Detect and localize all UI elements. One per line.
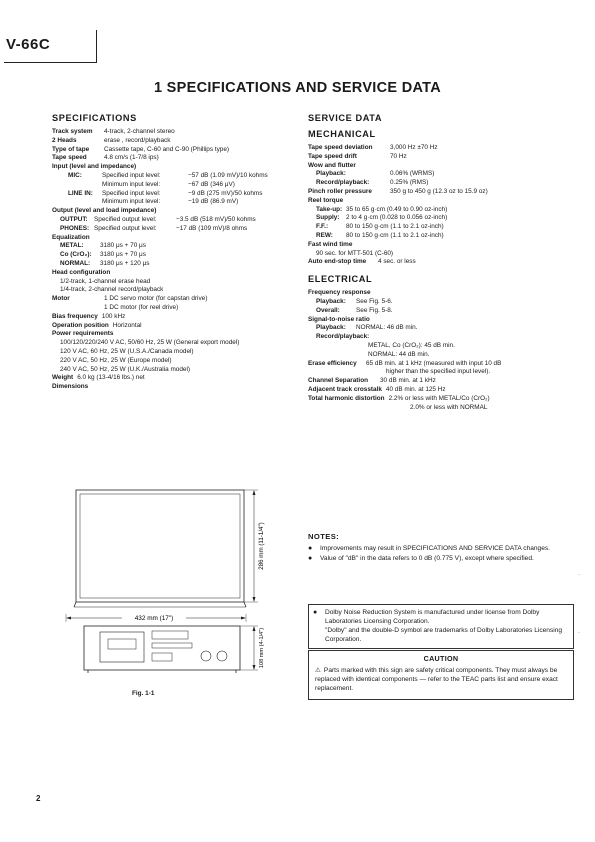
bullet-icon: ● [308,555,313,562]
eq-metal [52,242,294,251]
svc-value: 350 g to 450 g (12.3 oz to 15.9 oz) [390,187,488,195]
spec-sublabel: Specified output level: [94,224,157,232]
spec-motor-2: 1 DC motor (for reel drive) [104,303,179,311]
svc-value: See Fig. 5-6. [356,297,393,305]
warning-triangle-icon: ⚠ [315,667,321,674]
spec-label: Tape speed [52,154,87,162]
line-in-specified [52,190,294,199]
power-line: 120 V AC, 60 Hz, 25 W (U.S.A./Canada model) [60,347,194,355]
spec-value: −17 dB (109 mV)/8 ohms [176,224,248,232]
svc-channel-sep [308,377,578,386]
snr-record-line: NORMAL: 44 dB min. [368,350,430,358]
head-config-line: 1/4-track, 2-channel record/playback [60,286,164,294]
top-view-inner [80,494,240,598]
caution-box [308,650,574,700]
level-meter [152,631,188,639]
width-label: 432 mm (17") [134,615,174,622]
svc-label: Tape speed deviation [308,144,373,151]
svc-pinch-roller [308,188,578,197]
freq-heading: Frequency response [308,289,371,297]
output-heading: Output (level and load impedance) [52,207,157,215]
note-item [308,544,580,553]
svc-label: Erase efficiency [308,359,357,367]
fast-wind-value: 90 sec. for MTT-501 (C-60) [316,249,394,257]
spec-track-system [52,128,294,137]
mic-minimum [52,181,294,190]
output-row [52,216,294,225]
dolby-notice [308,604,574,649]
balance-knob [217,651,227,661]
caution-text: Parts marked with this sign are safety critical components. They must always be replaced with identical components — refer to the TEAC parts list and ensure exact replacement. [315,667,558,693]
spec-operation [52,322,294,331]
dolby-trademark: "Dolby" and the double-D symbol are trademarks of Dolby Laboratories Licensing Corporation. [325,627,563,643]
arrow-head [66,617,71,620]
arrow-head [241,617,246,620]
svc-label: Pinch roller pressure [308,187,372,195]
svc-value: 3,000 Hz ±70 Hz [390,144,438,151]
snr-record-line: METAL, Co (CrO₂): 45 dB min. [368,341,455,349]
depth-label: 286 mm (11-1/4") [258,522,265,570]
svc-wow-playback [308,170,578,179]
mechanical-heading: MECHANICAL [308,129,376,139]
svc-thd-2: 2.0% or less with NORMAL [410,403,488,411]
svc-label: Playback: [316,297,346,305]
top-view-foot [244,602,246,607]
notes-title: NOTES: [308,532,340,541]
note-item [308,554,580,563]
line-in-minimum [52,198,294,207]
svc-supply [308,214,578,223]
svc-label: Supply: [316,214,340,222]
spec-value: 4.8 cm/s (1-7/8 ips) [104,154,159,162]
svc-take-up [308,206,578,215]
svc-label: Total harmonic distortion [308,394,385,402]
spec-heads [52,137,294,146]
note-text: Value of "dB" in the data refers to 0 dB (0.775 V), except where specified. [320,555,534,562]
head-config-heading: Head configuration [52,268,111,276]
power-line: 100/120/220/240 V AC, 50/60 Hz, 25 W (General export model) [60,339,240,347]
phones-row [52,225,294,234]
note-text: Improvements may result in SPECIFICATIONS AND SERVICE DATA changes. [320,545,550,552]
bullet-icon: ● [308,545,313,552]
spec-value: 4-track, 2-channel stereo [104,128,175,135]
spec-sublabel: Minimum input level: [102,180,161,188]
svc-crosstalk [308,386,578,395]
spec-label: Weight [52,374,74,382]
head-config-line: 1/2-track, 1-channel erase head [60,277,151,285]
svc-value: NORMAL: 46 dB min. [356,324,418,332]
spec-sublabel: Specified input level: [102,189,161,197]
svc-snr-playback [308,324,578,333]
caution-body [315,666,567,694]
page-number: 2 [36,794,41,803]
spec-tape-type [52,146,294,155]
wow-heading: Wow and flutter [308,161,356,169]
svc-rew [308,232,578,241]
specifications-section [52,112,294,392]
level-knob [201,651,211,661]
eq-value: 3180 μs + 70 μs [100,242,146,250]
svc-label: Channel Separation [308,377,369,385]
spec-value: −19 dB (86.9 mV) [188,198,239,206]
spec-value: Cassette tape, C-60 and C-90 (Phillips type) [104,145,230,153]
dimensions-figure [62,488,292,678]
svc-ff [308,223,578,232]
spec-value: Horizontal [112,321,142,329]
eq-label: Co (CrO₂): [60,251,92,259]
output-label: OUTPUT: [60,215,88,223]
spec-label: Motor [52,295,70,303]
eq-label: NORMAL: [60,259,91,267]
dimensions-drawing [62,488,292,678]
svc-value: 0.06% (WRMS) [390,170,435,178]
spec-value: 1 DC servo motor (for capstan drive) [104,295,208,303]
snr-record-heading: Record/playback: [316,333,370,341]
svc-value: 40 dB min. at 125 Hz [385,385,446,393]
spec-value: −67 dB (346 μV) [188,180,235,188]
specifications-heading: SPECIFICATIONS [52,113,137,123]
caution-title: CAUTION [423,654,459,663]
svc-value: 80 to 150 g·cm (1.1 to 2.1 oz-inch) [346,223,444,231]
spec-value: −3.5 dB (518 mV)/50 kohms [176,215,256,223]
spec-sublabel: Minimum input level: [102,198,161,206]
svc-label: F.F.: [316,223,329,231]
dimensions-heading: Dimensions [52,383,89,391]
arrow-head [253,665,256,670]
svc-erase [308,360,578,369]
spec-tape-speed [52,154,294,163]
bullet-icon: ● [313,609,318,616]
svc-value: 35 to 65 g·cm (0.49 to 0.90 oz-inch) [346,205,448,213]
spec-value: −57 dB (1.09 mV)/10 kohms [188,171,268,179]
spec-bias [52,313,294,322]
spec-weight [52,374,294,383]
power-line: 220 V AC, 50 Hz, 25 W (Europe model) [60,356,172,364]
spec-value: −9 dB (275 mV)/50 kohms [188,189,263,197]
spec-sublabel: Specified input level: [102,171,161,179]
arrow-head [253,597,256,602]
svc-value: 0.25% (RMS) [390,179,429,187]
height-label: 108 mm (4-1/4") [259,627,265,669]
spec-value: 100 kHz [101,312,126,320]
svc-value: See Fig. 5-8. [356,306,393,314]
svc-thd [308,395,578,404]
spec-label: 2 Heads [52,136,77,144]
phones-label: PHONES: [60,224,90,232]
margin-mark: · [578,630,580,636]
input-heading: Input (level and impedance) [52,163,137,171]
svc-label: REW: [316,231,333,239]
svc-value: 70 Hz [390,152,407,160]
svc-tape-speed-deviation [308,144,578,153]
arrow-head [253,490,256,495]
top-view-outline [76,490,244,602]
power-line: 240 V AC, 50 Hz, 25 W (U.K./Australia model) [60,365,190,373]
svc-label: Auto end-stop time [308,258,367,266]
equalization-heading: Equalization [52,233,90,241]
cassette-window [108,639,136,649]
button-row [152,643,192,648]
reel-torque-heading: Reel torque [308,196,344,204]
spec-value: 6.0 kg (13-4/16 lbs.) net [77,374,145,382]
svc-value: 2.2% or less with METAL/Co (CrO₂) [388,394,490,402]
service-data-heading: SERVICE DATA [308,113,383,123]
eq-label: METAL: [60,242,84,250]
svc-tape-speed-drift [308,153,578,162]
svc-value: 65 dB min. at 1 kHz (measured with input 10 dB [366,359,502,367]
top-view-foot [74,602,76,607]
svc-label: Take-up: [316,205,343,213]
service-data-section [308,112,578,412]
eq-value: 3180 μs + 120 μs [100,259,150,267]
mic-specified [52,172,294,181]
model-underline [4,62,96,63]
svc-auto-end-stop [308,258,578,267]
power-heading: Power requirements [52,330,114,338]
svc-wow-record [308,179,578,188]
figure-caption: Fig. 1-1 [132,690,155,697]
spec-label: Operation position [52,321,109,329]
notes-section [308,532,580,564]
svc-freq-overall [308,307,578,316]
svc-label: Tape speed drift [308,152,357,160]
cassette-door [100,632,144,662]
svc-erase-2: higher than the specified input level). [386,368,491,376]
fast-wind-heading: Fast wind time [308,240,353,248]
spec-motor [52,295,294,304]
line-in-label: LINE IN: [68,189,93,197]
spec-label: Type of tape [52,145,90,153]
transport-buttons [152,653,172,661]
svc-value: 4 sec. or less [378,258,416,266]
electrical-heading: ELECTRICAL [308,274,373,285]
spec-value: erase , record/playback [104,136,171,144]
eq-value: 3180 μs + 70 μs [100,251,146,259]
arrow-head [253,626,256,631]
svc-label: Playback: [316,324,346,332]
svc-value: 2 to 4 g·cm (0.028 to 0.056 oz-inch) [346,214,448,222]
svc-label: Playback: [316,170,346,178]
svc-label: Adjacent track crosstalk [308,385,382,393]
model-number: V-66C [6,36,51,53]
svc-value: 80 to 150 g·cm (1.1 to 2.1 oz-inch) [346,231,444,239]
eq-cro2 [52,251,294,260]
model-divider [96,30,97,63]
svc-value: 30 dB min. at 1 kHz [380,377,436,385]
mic-label: MIC: [68,171,82,179]
dolby-item [313,608,569,626]
svc-freq-playback [308,298,578,307]
snr-heading: Signal-to-noise ratio [308,315,370,323]
spec-sublabel: Specified output level: [94,215,157,223]
margin-mark: · [578,572,580,578]
eq-normal [52,260,294,269]
spec-label: Bias frequency [52,312,98,320]
dolby-text: Dolby Noise Reduction System is manufactured under license from Dolby Laboratories Licensing Corporation. [325,609,540,625]
svc-label: Record/playback: [316,179,370,187]
spec-label: Track system [52,128,93,135]
svc-label: Overall: [316,306,340,314]
page-title: 1 SPECIFICATIONS AND SERVICE DATA [153,80,442,96]
